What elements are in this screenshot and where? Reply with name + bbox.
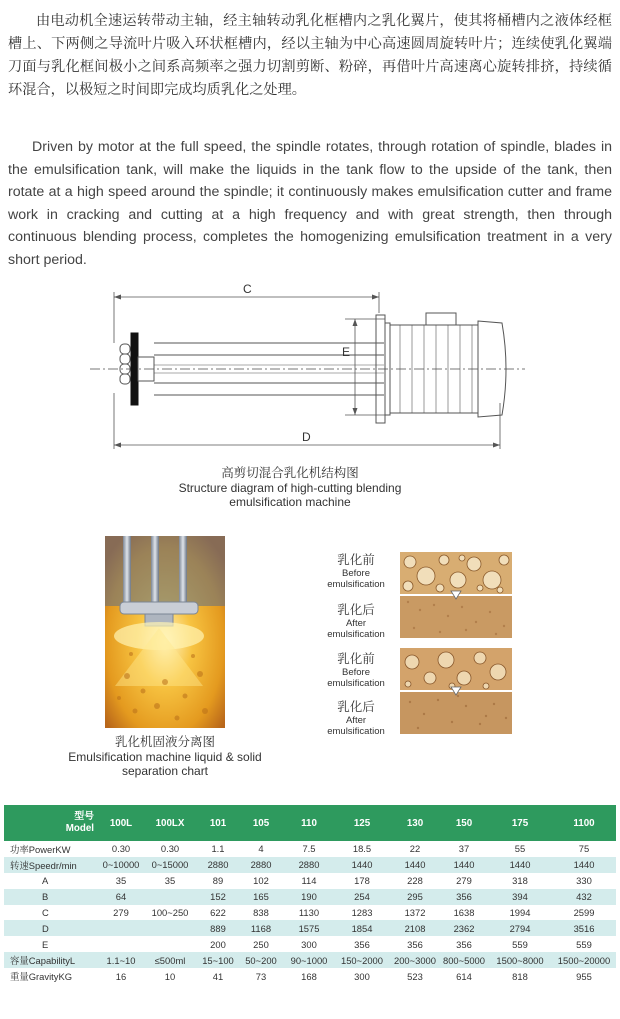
table-cell: ≤500ml — [142, 952, 198, 968]
table-cell: 1372 — [390, 905, 440, 921]
table-cell: 254 — [334, 889, 390, 905]
table-cell: 250 — [238, 936, 284, 952]
table-cell: 35 — [100, 873, 142, 889]
table-cell: 523 — [390, 968, 440, 984]
table-cell: 2794 — [488, 920, 552, 936]
row-label: 重量GravityKG — [4, 968, 100, 984]
table-cell: 356 — [390, 936, 440, 952]
separation-chart-caption — [40, 734, 290, 778]
table-cell: 3516 — [552, 920, 616, 936]
table-cell: 300 — [284, 936, 334, 952]
table-cell: 559 — [552, 936, 616, 952]
table-cell — [100, 920, 142, 936]
arrow-down-icon — [450, 686, 462, 696]
table-cell: 152 — [198, 889, 238, 905]
table-cell: 394 — [488, 889, 552, 905]
structure-caption-en-1: Structure diagram of high-cutting blending — [178, 481, 402, 495]
table-cell: 1.1~10 — [100, 952, 142, 968]
table-cell: 2362 — [440, 920, 488, 936]
table-cell: 0.30 — [142, 841, 198, 857]
emulsion-image-after-2 — [400, 692, 512, 734]
table-cell: 150~2000 — [334, 952, 390, 968]
emulsion-image-before-2 — [400, 648, 512, 690]
table-cell: 1440 — [440, 857, 488, 873]
table-cell: 279 — [100, 905, 142, 921]
table-row — [4, 889, 616, 905]
table-cell: 165 — [238, 889, 284, 905]
table-cell — [142, 936, 198, 952]
model-col-header: 110 — [284, 805, 334, 841]
table-cell: 228 — [390, 873, 440, 889]
intro-english-paragraph: Driven by motor at the full speed, the spindle rotates, through rotation of spindle, blades in the emulsification tank, will make the liquids in the tank flow to the upside of the tank, then rotate at a high speed around the spindle; it continuously makes emulsification cutter and frame work in cracking and cutting at a high frequency and with great strength, then through continuous blending process, completes the homogenizing emulsification treatment in a very short period. — [8, 139, 612, 268]
table-cell: 1168 — [238, 920, 284, 936]
table-cell: 90~1000 — [284, 952, 334, 968]
spec-table — [4, 805, 616, 984]
structure-caption-cn: 高剪切混合乳化机结构图 — [221, 466, 359, 480]
table-cell: 1440 — [390, 857, 440, 873]
table-row — [4, 841, 616, 857]
table-cell: 1994 — [488, 905, 552, 921]
arrow-down-icon — [450, 590, 462, 600]
table-cell: 1440 — [488, 857, 552, 873]
table-cell: 7.5 — [284, 841, 334, 857]
table-cell: 279 — [440, 873, 488, 889]
table-row — [4, 952, 616, 968]
table-row — [4, 873, 616, 889]
table-cell: 318 — [488, 873, 552, 889]
model-col-header: 101 — [198, 805, 238, 841]
model-col-header: 100LX — [142, 805, 198, 841]
row-label: D — [4, 920, 100, 936]
model-col-header: 175 — [488, 805, 552, 841]
row-label: E — [4, 936, 100, 952]
table-cell: 955 — [552, 968, 616, 984]
table-cell: 295 — [390, 889, 440, 905]
model-col-header: 1100 — [552, 805, 616, 841]
table-cell: 1638 — [440, 905, 488, 921]
table-cell: 41 — [198, 968, 238, 984]
separation-caption-en-2: separation chart — [121, 764, 209, 778]
table-cell: 4 — [238, 841, 284, 857]
table-cell: 16 — [100, 968, 142, 984]
intro-chinese-paragraph: 由电动机全速运转带动主轴，经主轴转动乳化框槽内之乳化翼片，使其将桶槽内之液体经框槽上、下两侧之导流叶片吸入环状框槽内，经以主轴为中心高速圆周旋转叶片；连续使乳化翼端刀面与乳化框间极小之间系高频率之强力切割剪断、粉碎，再借叶片高速离心旋转排挤，持续循环混合，以极短之时间即完成均质乳化之处理。 — [8, 13, 612, 98]
table-cell: 178 — [334, 873, 390, 889]
table-cell: 37 — [440, 841, 488, 857]
table-cell: 0~10000 — [100, 857, 142, 873]
dim-label-c: C — [243, 283, 252, 296]
table-cell: 356 — [334, 936, 390, 952]
spec-table-header-row — [4, 805, 616, 841]
structure-caption-en-2: emulsification machine — [229, 495, 351, 509]
structure-diagram-caption — [140, 465, 440, 509]
table-cell: 2880 — [198, 857, 238, 873]
separation-caption-en-1: Emulsification machine liquid & solid — [68, 750, 262, 764]
table-cell: 622 — [198, 905, 238, 921]
table-row — [4, 968, 616, 984]
table-cell: 800~5000 — [440, 952, 488, 968]
model-col-header: 100L — [100, 805, 142, 841]
table-cell: 2108 — [390, 920, 440, 936]
table-cell: 22 — [390, 841, 440, 857]
table-cell: 1500~8000 — [488, 952, 552, 968]
table-cell — [142, 889, 198, 905]
table-cell: 18.5 — [334, 841, 390, 857]
model-col-header: 105 — [238, 805, 284, 841]
table-row — [4, 857, 616, 873]
table-cell: 2880 — [238, 857, 284, 873]
table-cell: 614 — [440, 968, 488, 984]
table-cell: 1283 — [334, 905, 390, 921]
table-cell: 50~200 — [238, 952, 284, 968]
row-label: C — [4, 905, 100, 921]
table-row — [4, 936, 616, 952]
table-cell: 168 — [284, 968, 334, 984]
emulsion-label-before-1: 乳化前 Before emulsification — [327, 553, 385, 590]
table-cell: 356 — [440, 936, 488, 952]
separation-caption-cn: 乳化机固液分离图 — [114, 735, 215, 749]
model-header: 型号 Model — [4, 805, 100, 841]
row-label: B — [4, 889, 100, 905]
table-cell: 200 — [198, 936, 238, 952]
table-cell: 102 — [238, 873, 284, 889]
row-label: 转速Speedr/min — [4, 857, 100, 873]
emulsion-image-before-1 — [400, 552, 512, 594]
table-cell: 300 — [334, 968, 390, 984]
model-col-header: 130 — [390, 805, 440, 841]
table-cell: 1440 — [334, 857, 390, 873]
table-cell: 2880 — [284, 857, 334, 873]
table-cell: 100~250 — [142, 905, 198, 921]
table-cell: 0~15000 — [142, 857, 198, 873]
structure-diagram — [90, 283, 530, 458]
table-cell — [100, 936, 142, 952]
table-cell: 1854 — [334, 920, 390, 936]
separation-photo — [105, 536, 225, 728]
table-cell: 1575 — [284, 920, 334, 936]
table-cell: 1.1 — [198, 841, 238, 857]
table-cell: 64 — [100, 889, 142, 905]
table-cell: 889 — [198, 920, 238, 936]
emulsion-label-after-2: 乳化后 After emulsification — [327, 700, 385, 737]
table-cell: 35 — [142, 873, 198, 889]
emulsion-label-before-2: 乳化前 Before emulsification — [327, 652, 385, 689]
table-cell: 838 — [238, 905, 284, 921]
table-cell: 1500~20000 — [552, 952, 616, 968]
row-label: 容量CapabilityL — [4, 952, 100, 968]
table-cell: 1130 — [284, 905, 334, 921]
table-cell: 190 — [284, 889, 334, 905]
table-cell: 0.30 — [100, 841, 142, 857]
table-row — [4, 905, 616, 921]
table-cell: 356 — [440, 889, 488, 905]
table-cell: 200~3000 — [390, 952, 440, 968]
emulsion-image-after-1 — [400, 596, 512, 638]
table-cell: 55 — [488, 841, 552, 857]
row-label: A — [4, 873, 100, 889]
table-cell — [142, 920, 198, 936]
emulsion-label-after-1: 乳化后 After emulsification — [327, 603, 385, 640]
table-cell: 75 — [552, 841, 616, 857]
table-cell: 89 — [198, 873, 238, 889]
table-row — [4, 920, 616, 936]
table-cell: 1440 — [552, 857, 616, 873]
table-cell: 330 — [552, 873, 616, 889]
table-cell: 73 — [238, 968, 284, 984]
table-cell: 818 — [488, 968, 552, 984]
dim-label-d: D — [302, 430, 311, 444]
row-label: 功率PowerKW — [4, 841, 100, 857]
model-col-header: 150 — [440, 805, 488, 841]
table-cell: 114 — [284, 873, 334, 889]
model-col-header: 125 — [334, 805, 390, 841]
table-cell: 10 — [142, 968, 198, 984]
dim-label-e: E — [342, 345, 351, 359]
table-cell: 432 — [552, 889, 616, 905]
table-cell: 15~100 — [198, 952, 238, 968]
table-cell: 2599 — [552, 905, 616, 921]
table-cell: 559 — [488, 936, 552, 952]
